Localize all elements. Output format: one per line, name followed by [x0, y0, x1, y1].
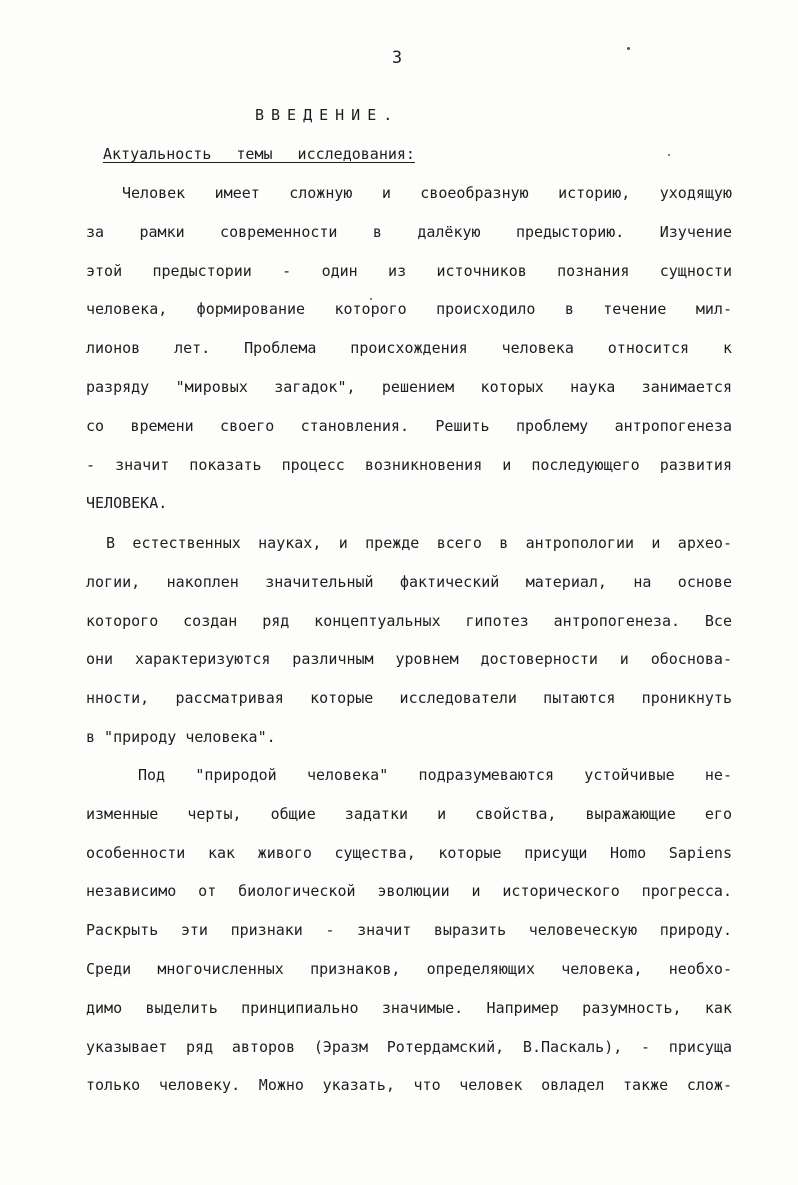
scan-speck: [370, 298, 372, 300]
text-line: Среди многочисленных признаков, определяющих человека, необхо-: [86, 959, 732, 978]
text-line: Человек имеет сложную и своеобразную историю, уходящую: [122, 184, 732, 202]
text-line: они характеризуются различным уровнем достоверности и обоснова-: [86, 650, 732, 669]
scan-speck: [627, 47, 630, 50]
section-heading: ВВЕДЕНИЕ.: [255, 106, 400, 124]
text-line: которого создан ряд концептуальных гипотез антропогенеза. Все: [86, 611, 732, 630]
text-line: ЧЕЛОВЕКА.: [86, 494, 168, 513]
text-line: человека, формирование которого происходило в течение мил-: [86, 300, 732, 319]
text-line: указывает ряд авторов (Эразм Ротердамский, В.Паскаль), - присуща: [86, 1037, 732, 1056]
text-line: Раскрыть эти признаки - значит выразить человеческую природу.: [86, 921, 732, 940]
text-line: со времени своего становления. Решить проблему антропогенеза: [86, 416, 732, 435]
text-line: нности, рассматривая которые исследователи пытаются проникнуть: [86, 689, 732, 708]
text-line: за рамки современности в далёкую предысторию. Изучение: [86, 222, 732, 241]
paragraph: [86, 524, 732, 757]
text-line: особенности как живого существа, которые присущи Homo Sapiens: [86, 843, 732, 862]
text-line: логии, накоплен значительный фактический материал, на основе: [86, 572, 732, 591]
paragraph: [86, 756, 732, 1105]
text-line: в "природу человека".: [86, 727, 276, 746]
text-line: изменные черты, общие задатки и свойства, выражающие его: [86, 804, 732, 823]
text-line: - значит показать процесс возникновения и последующего развития: [86, 455, 732, 474]
text-line: Под "природой человека" подразумеваются устойчивые не-: [138, 766, 732, 784]
page-number: 3: [391, 48, 403, 68]
text-line: этой предыстории - один из источников познания сущности: [86, 261, 732, 280]
scan-speck: [668, 154, 670, 156]
text-line: разряду "мировых загадок", решением которых наука занимается: [86, 377, 732, 396]
section-subheading: Актуальность темы исследования:: [103, 145, 415, 163]
paragraph: [86, 174, 732, 523]
text-line: независимо от биологической эволюции и исторического прогресса.: [86, 882, 732, 901]
text-line: В естественных науках, и прежде всего в антропологии и архео-: [106, 534, 732, 552]
text-line: лионов лет. Проблема происхождения человека относится к: [86, 339, 732, 358]
text-line: только человеку. Можно указать, что человек овладел также слож-: [86, 1076, 732, 1095]
text-line: димо выделить принципиально значимые. Например разумность, как: [86, 998, 732, 1017]
